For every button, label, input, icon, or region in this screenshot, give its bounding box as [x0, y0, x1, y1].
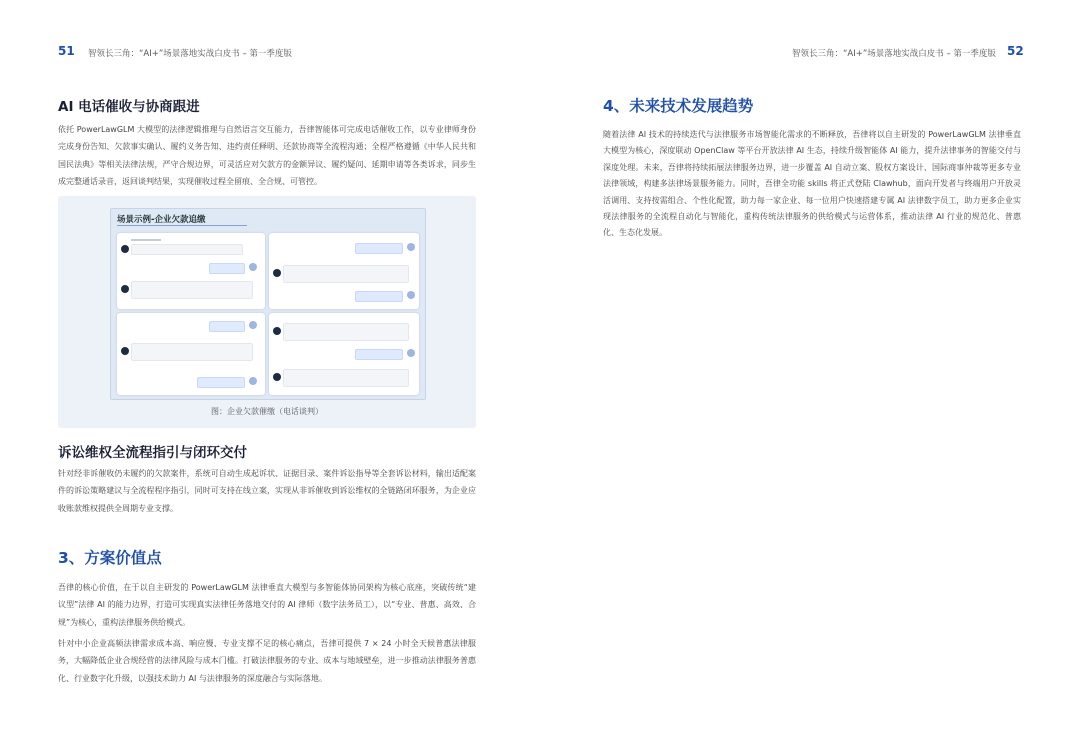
- chat-panel-4: [269, 313, 419, 395]
- chat-bubble: [131, 244, 243, 255]
- chat-bubble: [209, 321, 245, 332]
- robot-avatar-icon: [273, 373, 281, 381]
- chat-bubble: [131, 281, 253, 299]
- chat-bubble: [209, 263, 245, 274]
- section-heading-value: 3、方案价值点: [58, 549, 162, 567]
- figure-caption: 图：企业欠款催缴（电话谈判）: [211, 407, 323, 416]
- user-avatar-icon: [249, 377, 257, 385]
- section-body-value-2: 针对中小企业高频法律需求成本高、响应慢、专业支撑不足的核心痛点，吾律可提供 7 × 24 小时全天候普惠法律服务，大幅降低企业合规经营的法律风险与成本门槛。打破法律服务的专业、成本与地域壁垒，进一步推动法律服务普惠化、行业数字化升级，以强技术助力 AI 与法律服务的深度融合与实际落地。: [58, 639, 476, 683]
- robot-avatar-icon: [273, 327, 281, 335]
- section-heading-ai-collection: AI 电话催收与协商跟进: [58, 99, 200, 115]
- chat-bubble: [355, 243, 403, 254]
- user-avatar-icon: [249, 263, 257, 271]
- user-avatar-icon: [407, 291, 415, 299]
- section-body-value-1: 吾律的核心价值，在于以自主研发的 PowerLawGLM 法律垂直大模型与多智能体协同架构为核心底座，突破传统“建议型”法律 AI 的能力边界，打造可实现真实法律任务落地交付的 AI 律师（数字法务员工），以“专业、普惠、高效、合规”为核心，重构法律服务供给模式。: [58, 583, 476, 627]
- section-body-future: 随着法律 AI 技术的持续迭代与法律服务市场智能化需求的不断释放，吾律将以自主研发的 PowerLawGLM 法律垂直大模型为核心，深度联动 OpenClaw 等平台开放法律 AI 生态，持续升级智能体 AI 能力，提升法律事务的智能交付与深度处理。未来，吾律将持续拓展法律服务边界，进一步覆盖 AI 自动立案、股权方案设计、国际商事仲裁等更多专业法律领域，构建多法律场景服务能力。同时，吾律全功能 skills 将正式登陆 Clawhub，面向开发者与终端用户开放灵活调用、支持按需组合、个性化配置，助力每一家企业、每一位用户快速搭建专属 AI 法律数字员工，助力更多企业实现法律服务的全流程自动化与智能化，重构传统法律服务的供给模式与运营体系，推动法律 AI 行业的规范化、普惠化、生态化发展。: [603, 130, 1021, 238]
- chat-bubble: [131, 343, 253, 361]
- robot-avatar-icon: [273, 269, 281, 277]
- chat-bubble: [283, 265, 409, 283]
- section-heading-future: 4、未来技术发展趋势: [603, 97, 754, 115]
- section-heading-litigation: 诉讼维权全流程指引与闭环交付: [58, 445, 247, 461]
- chat-panel-3: [269, 233, 419, 309]
- chat-bubble: [283, 369, 409, 387]
- user-avatar-icon: [249, 321, 257, 329]
- chat-screenshot: [110, 208, 426, 400]
- chat-panel-1: [117, 233, 265, 309]
- page-number-right: 52: [1007, 44, 1024, 58]
- figure-debt-collection: [58, 196, 476, 428]
- page-header-right: 智领长三角：“AI+”场景落地实战白皮书 – 第一季度版: [792, 49, 996, 59]
- robot-avatar-icon: [121, 245, 129, 253]
- chat-bubble: [355, 349, 403, 360]
- chat-bubble: [355, 291, 403, 302]
- robot-avatar-icon: [121, 285, 129, 293]
- user-avatar-icon: [407, 349, 415, 357]
- section-body-litigation: 针对经非诉催收仍未履约的欠款案件，系统可自动生成起诉状、证据目录、案件诉讼指导等全套诉讼材料，输出适配案件的诉讼策略建议与全流程程序指引，同时可支持在线立案，实现从非诉催收到诉讼维权的全链路闭环服务，为企业应收账款维权提供全周期专业支撑。: [58, 469, 476, 513]
- section-body-ai-collection: 依托 PowerLawGLM 大模型的法律逻辑推理与自然语言交互能力，吾律智能体可完成电话催收工作，以专业律师身份完成身份告知、欠款事实确认、履约义务告知、违约责任释明、还款协商等全流程沟通；全程严格遵循《中华人民共和国民法典》等相关法律法规，严守合规边界，可灵活应对欠款方的金额异议、履约疑问、延期申请等各类诉求，同步生成完整通话录音，返回谈判结果，实现催收过程全留痕、全合规、可管控。: [58, 125, 476, 186]
- robot-avatar-icon: [121, 347, 129, 355]
- chat-panel-2: [117, 313, 265, 395]
- user-avatar-icon: [407, 243, 415, 251]
- chat-bubble: [283, 323, 409, 341]
- figure-title: 场景示例-企业欠款追缴: [117, 215, 206, 225]
- chat-bubble: [197, 377, 245, 388]
- title-underline: [117, 225, 247, 226]
- page-header-left: 智领长三角：“AI+”场景落地实战白皮书 – 第一季度版: [88, 49, 292, 59]
- page-number-left: 51: [58, 44, 75, 58]
